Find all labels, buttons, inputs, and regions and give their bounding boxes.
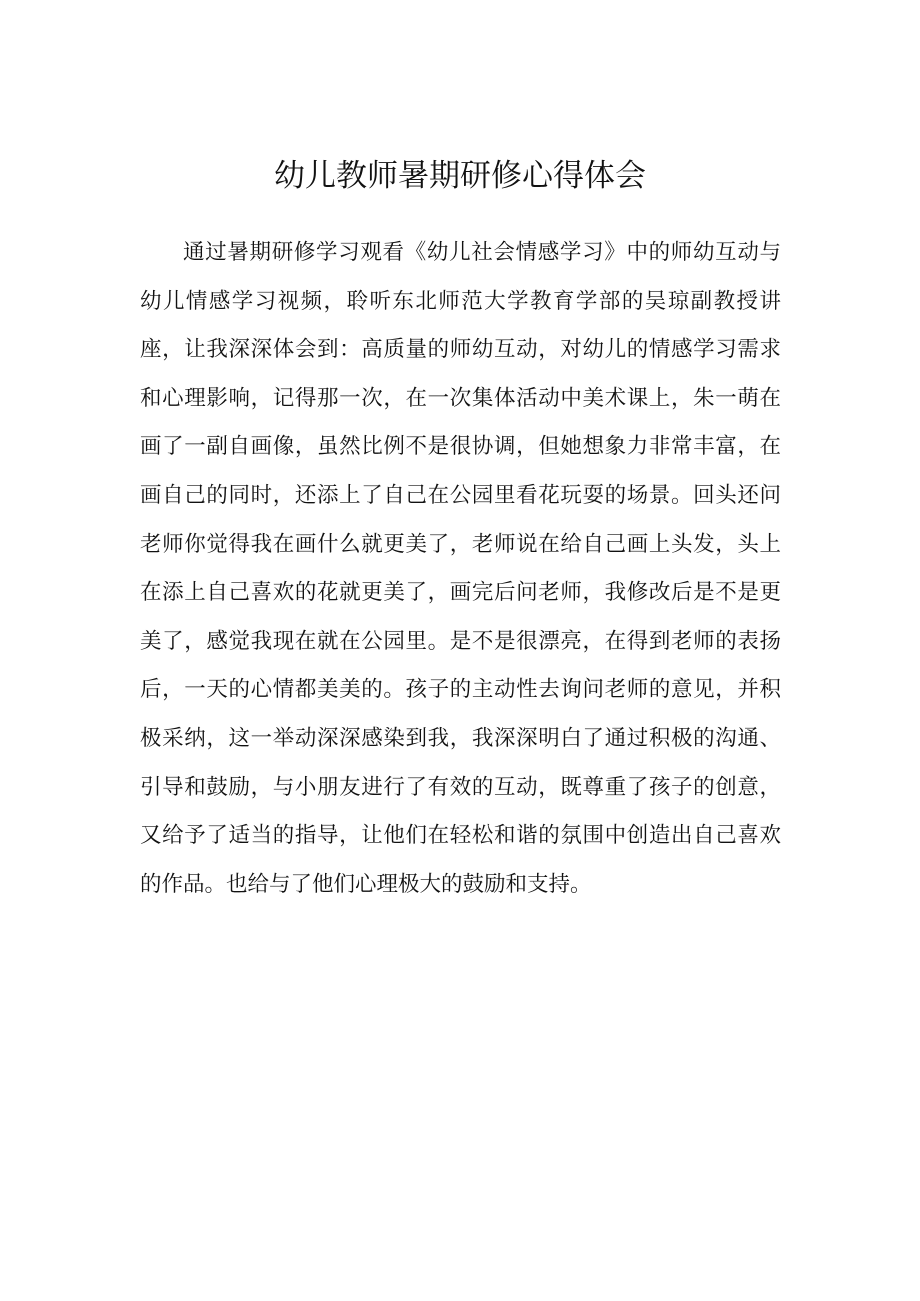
body-paragraph: 通过暑期研修学习观看《幼儿社会情感学习》中的师幼互动与幼儿情感学习视频，聆听东北师范大学教育学部的吴琼副教授讲座，让我深深体会到：高质量的师幼互动，对幼儿的情感学习需求和心理影响，记得那一次，在一次集体活动中美术课上，朱一萌在画了一副自画像，虽然比例不是很协调，但她想象力非常丰富，在画自己的同时，还添上了自己在公园里看花玩耍的场景。回头还问老师你觉得我在画什么就更美了，老师说在给自己画上头发，头上在添上自己喜欢的花就更美了，画完后问老师，我修改后是不是更美了，感觉我现在就在公园里。是不是很漂亮，在得到老师的表扬后，一天的心情都美美的。孩子的主动性去询问老师的意见，并积极采纳，这一举动深深感染到我，我深深明白了通过积极的沟通、引导和鼓励，与小朋友进行了有效的互动，既尊重了孩子的创意，又给予了适当的指导，让他们在轻松和谐的氛围中创造出自己喜欢的作品。也给与了他们心理极大的鼓励和支持。: [140, 240, 781, 897]
document-title: 幼儿教师暑期研修心得体会: [274, 158, 646, 194]
